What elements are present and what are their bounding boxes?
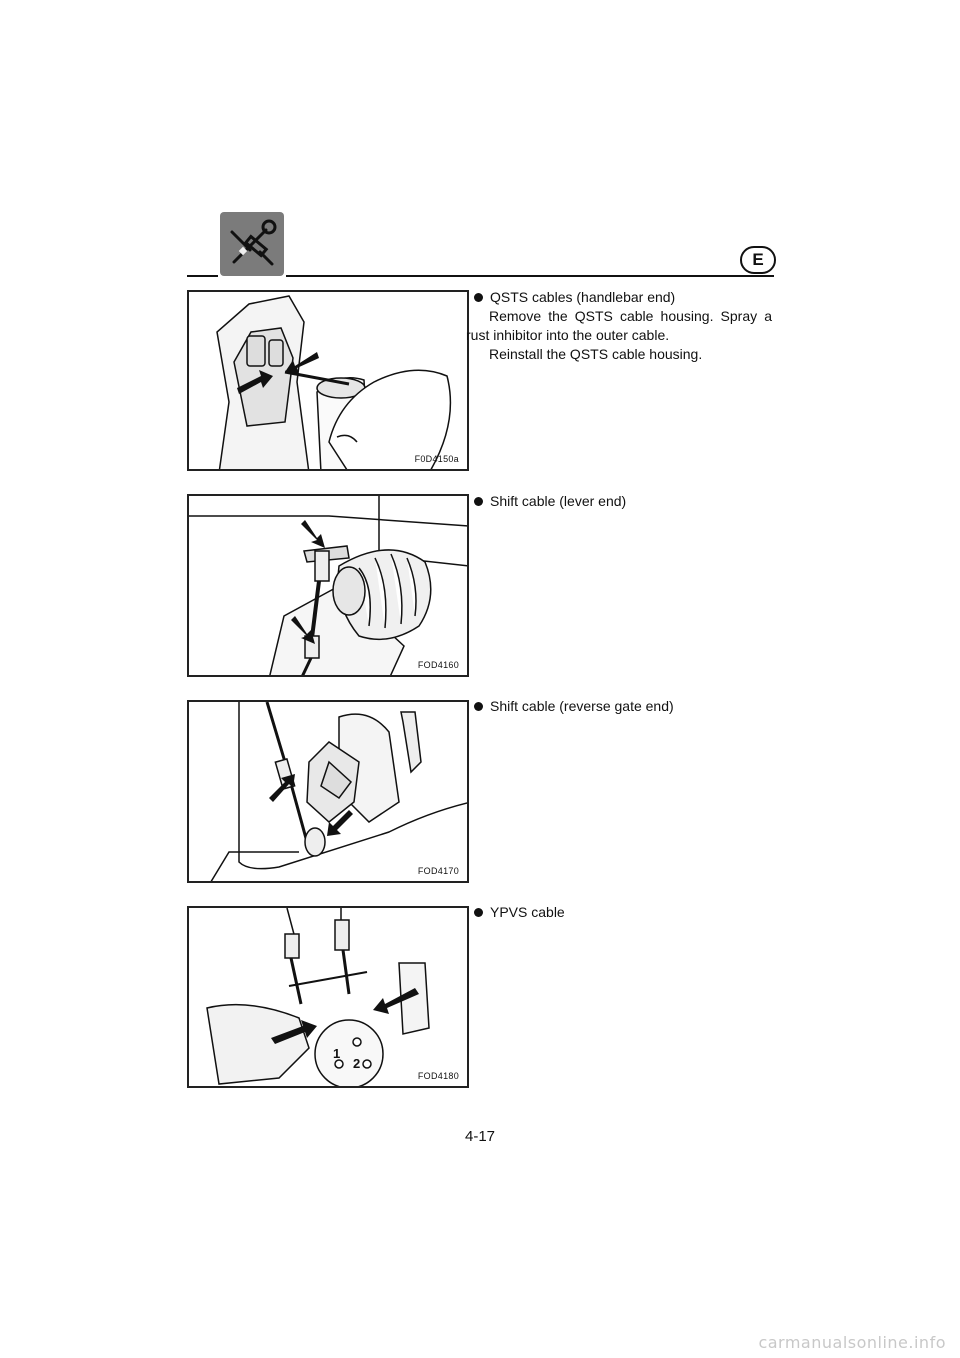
- bullet-text: Shift cable (lever end): [490, 493, 627, 509]
- figure-shift-cable-lever: [187, 494, 469, 677]
- header-rule-left: [187, 275, 218, 277]
- bullet-text: Shift cable (reverse gate end): [490, 698, 674, 714]
- section-shift-lever-text: [466, 492, 772, 511]
- figure-qsts-cables: [187, 290, 469, 471]
- bullet-item: [466, 492, 772, 511]
- figure-code: FOD4160: [417, 660, 459, 670]
- bullet-text: QSTS cables (handlebar end): [490, 289, 676, 305]
- figure-shift-cable-reverse-gate: [187, 700, 469, 883]
- figure-code: F0D4150a: [414, 454, 459, 464]
- figure-code: FOD4170: [417, 866, 459, 876]
- bullet-text: YPVS cable: [490, 904, 565, 920]
- paragraph: Remove the QSTS cable housing. Spray a rust inhibitor into the outer cable.: [466, 308, 772, 343]
- figure-label-1: 1: [333, 1046, 341, 1061]
- section-qsts-text: [466, 288, 772, 364]
- figure-code: FOD4180: [417, 1071, 459, 1081]
- section-ypvs-text: [466, 903, 772, 922]
- tools-icon: [220, 212, 284, 276]
- bullet-item: [466, 288, 772, 307]
- header-rule-right: [286, 275, 774, 277]
- watermark: carmanualsonline.info: [758, 1333, 946, 1352]
- bullet-item: [466, 697, 772, 716]
- bullet-icon: [474, 702, 483, 711]
- language-badge: E: [740, 246, 776, 274]
- bullet-icon: [474, 293, 483, 302]
- bullet-icon: [474, 908, 483, 917]
- section-shift-reverse-text: [466, 697, 772, 716]
- figure-label-2: 2: [353, 1056, 361, 1071]
- figure-ypvs-cable: [187, 906, 469, 1088]
- paragraph: Reinstall the QSTS cable housing.: [489, 346, 703, 362]
- bullet-item: [466, 903, 772, 922]
- page-number: 4-17: [464, 1128, 496, 1145]
- bullet-icon: [474, 497, 483, 506]
